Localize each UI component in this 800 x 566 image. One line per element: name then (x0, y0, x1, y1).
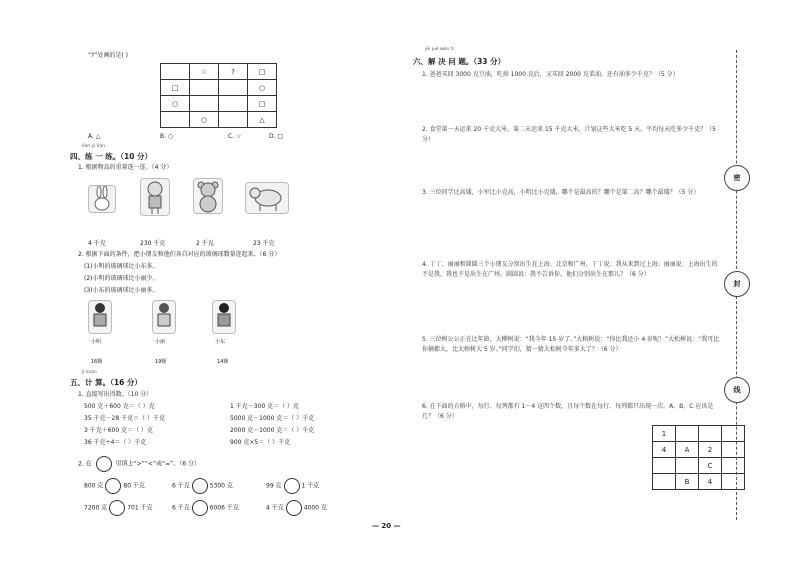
option-b[interactable]: B. ○ (160, 133, 174, 140)
kid-figure[interactable] (152, 300, 176, 334)
sec4-q1: 1. 根据物品的重量连一连。（4 分） (78, 164, 173, 171)
sec4-q2: 2. 根据下面的条件，把小朋友和他们各自对应的玻璃球数量连起来。（6 分） (78, 251, 281, 258)
kid-name: 小东 (215, 339, 226, 345)
weight-label[interactable]: 2 千克 (196, 240, 214, 247)
grid-cell (190, 96, 219, 112)
condition: (3)小东的玻璃球比小丽多。 (84, 287, 159, 294)
sec5-title: 五、计 算。（16 分） (70, 378, 142, 387)
cow-icon (246, 183, 288, 213)
square-cell[interactable] (722, 458, 745, 474)
compare-row (172, 500, 239, 516)
condition: (1)小明的玻璃球比小东多。 (84, 263, 159, 270)
rabbit-icon (89, 186, 115, 212)
compare-slot[interactable] (105, 478, 121, 494)
sec4-title: 四、练 一 练。（10 分） (70, 152, 153, 161)
binding-mark-label: 密 (724, 165, 750, 191)
shape-grid (160, 63, 277, 128)
grid-cell (161, 64, 190, 80)
square-cell[interactable] (699, 426, 722, 442)
compare-left: 4 千克 (266, 504, 284, 512)
compare-right: 80 千克 (123, 482, 145, 490)
rabbit-figure[interactable] (88, 185, 116, 213)
child-icon (153, 301, 175, 333)
grid-cell (161, 112, 190, 128)
sec5-q1: 1. 直接写出得数。（10 分） (78, 391, 153, 398)
child-icon (89, 301, 111, 333)
bear-icon (194, 179, 222, 213)
grid-cell: □ (248, 64, 277, 80)
compare-row (172, 478, 233, 494)
calc-item[interactable]: 2000 克－1000 克＝（ ）千克 (230, 427, 315, 434)
compare-right: 5300 克 (209, 482, 233, 490)
compare-right: 1 千克 (301, 482, 320, 490)
problem-2[interactable]: 2. 食堂第一天运来 20 千克大米，第二天运来 15 千克大米，计划这些大米吃 5 天。平均每天吃多少千克？（5 分） (422, 126, 716, 143)
square-cell[interactable]: A (676, 442, 699, 458)
kid-figure[interactable] (212, 300, 236, 334)
grid-cell: ☆ (190, 64, 219, 80)
compare-left: 6 千克 (172, 482, 190, 490)
sec6-title: 六、解 决 问 题。（33 分） (413, 57, 506, 66)
weight-label[interactable]: 23 千克 (253, 240, 275, 247)
compare-left: 99 克 (266, 482, 282, 490)
grid-cell: ○ (190, 112, 219, 128)
binding-mark-label: 线 (724, 377, 750, 403)
sec5-pinyin: jì suàn (82, 370, 97, 375)
grid-cell (190, 80, 219, 96)
compare-slot[interactable] (192, 500, 208, 516)
compare-row (84, 478, 145, 494)
square-cell[interactable]: 4 (699, 474, 722, 490)
square-cell[interactable] (676, 458, 699, 474)
compare-left: 6 千克 (172, 504, 190, 512)
weight-label[interactable]: 230 千克 (140, 240, 166, 247)
square-cell[interactable] (676, 426, 699, 442)
option-d[interactable]: D. □ (269, 133, 284, 140)
problem-3[interactable]: 3. 三位同学比高矮，小军比小克高，小明比小克矮，哪个是最高的？哪个是第二高？哪个最矮？（5 分） (422, 189, 700, 196)
compare-row (266, 500, 327, 516)
grid-cell (219, 80, 248, 96)
calc-item[interactable]: 1 千克－300 克＝（ ）克 (230, 403, 299, 410)
binding-mark (724, 271, 750, 297)
grid-cell: ○ (248, 80, 277, 96)
option-a[interactable]: A. △ (88, 133, 101, 140)
kid-name: 小丽 (155, 339, 166, 345)
calc-item[interactable]: 36 千克÷4＝（ ）千克 (84, 439, 147, 446)
marble-count[interactable]: 16颗 (91, 359, 103, 365)
binding-mark (724, 377, 750, 403)
calc-item[interactable]: 3 千克＋600 克＝（ ）克 (84, 427, 153, 434)
square-cell[interactable]: 4 (653, 442, 676, 458)
square-cell[interactable] (653, 474, 676, 490)
calc-item[interactable]: 35 千克－28 千克＝（ ）千克 (84, 415, 165, 422)
calc-item[interactable]: 900 克×5＝（ ）千克 (230, 439, 291, 446)
grid-cell (219, 112, 248, 128)
square-cell[interactable]: 1 (653, 426, 676, 442)
compare-row (266, 478, 319, 494)
problem-4[interactable]: 4. 丁丁、丽丽和圆圆三个小朋友分别出生在上海、北京和广州。丁丁说：我从来到过上海；丽丽说：上海出生的不是我，我也不是出生在广州。圆圆说：我不告诉你。他们分别出生在那儿？（6 分） (422, 261, 718, 278)
square-cell[interactable]: B (676, 474, 699, 490)
problem-6[interactable]: 6. 在下面的方格中，每行、每列都有 1～4 这四个数，且每个数在每行、每列都只出现一次。A、B、C 应该是几？（6 分） (422, 403, 714, 420)
kid-name: 小明 (91, 339, 102, 345)
grid-cell: ? (219, 64, 248, 80)
sec6-pinyin: jiě jué wèn tí (425, 47, 454, 52)
square-cell[interactable]: C (699, 458, 722, 474)
latin-square (652, 425, 745, 490)
grid-cell: ○ (161, 96, 190, 112)
compare-right: 4000 克 (303, 504, 327, 512)
sec5-q2 (78, 456, 200, 472)
compare-slot[interactable] (286, 500, 302, 516)
grid-cell: □ (161, 80, 190, 96)
sec4-pinyin: liàn yi liàn (82, 144, 105, 149)
sec5-q2-after: 里填上“>”“<”或“=”。（6 分） (115, 460, 200, 468)
compare-right: 701 千克 (127, 504, 153, 512)
marble-count[interactable]: 14颗 (217, 359, 229, 365)
calc-item[interactable]: 500 克＋600 克＝（ ）克 (84, 403, 155, 410)
bear-figure[interactable] (193, 178, 223, 214)
compare-slot[interactable] (109, 500, 125, 516)
square-cell[interactable] (722, 442, 745, 458)
compare-slot[interactable] (284, 478, 300, 494)
option-c[interactable]: C. ☆ (228, 133, 242, 140)
square-cell[interactable]: 2 (699, 442, 722, 458)
grid-cell: △ (248, 112, 277, 128)
grid-cell (219, 96, 248, 112)
marble-count[interactable]: 19颗 (155, 359, 167, 365)
boy-figure[interactable] (140, 178, 170, 216)
weight-label[interactable]: 4 千克 (88, 240, 106, 247)
kid-figure[interactable] (88, 300, 112, 334)
grid-cell: □ (248, 96, 277, 112)
compare-left: 800 克 (84, 482, 104, 490)
binding-mark (724, 165, 750, 191)
sec5-q2-before: 2. 在 (78, 460, 92, 468)
problem-1[interactable]: 1. 爸爸买回 3000 克豆油，吃掉 1000 克后，又买回 2000 克菜油，还有油多少千克？（5 分） (422, 71, 679, 78)
square-cell[interactable] (722, 426, 745, 442)
calc-item[interactable]: 5000 克－1000 克＝（ ）千克 (230, 415, 315, 422)
compare-row (84, 500, 153, 516)
boy-icon (141, 179, 169, 215)
problem-5[interactable]: 5. 三位树公公正在比年龄，大柳树说：“我今年 15 岁了。”大榕树说：“你比我还小 4 岁呢！”大松树说：“我可比你俩都大，比大榕树大 5 岁。”同学们，猜一猜大松树今年多大了？（6 分） (422, 336, 720, 353)
compare-right: 6006 千克 (209, 504, 239, 512)
page-number: — 20 — (372, 522, 401, 530)
compare-left: 7200 克 (84, 504, 108, 512)
square-cell[interactable] (722, 474, 745, 490)
child-icon (213, 301, 235, 333)
compare-slot[interactable] (192, 478, 208, 494)
binding-mark-label: 封 (724, 271, 750, 297)
square-cell[interactable] (653, 458, 676, 474)
q-tail-prompt: “?”处画的是( ) (88, 52, 128, 59)
cow-figure[interactable] (245, 182, 289, 214)
compare-circle-icon (96, 456, 112, 472)
condition: (2)小明的玻璃球比小丽少。 (84, 275, 159, 282)
